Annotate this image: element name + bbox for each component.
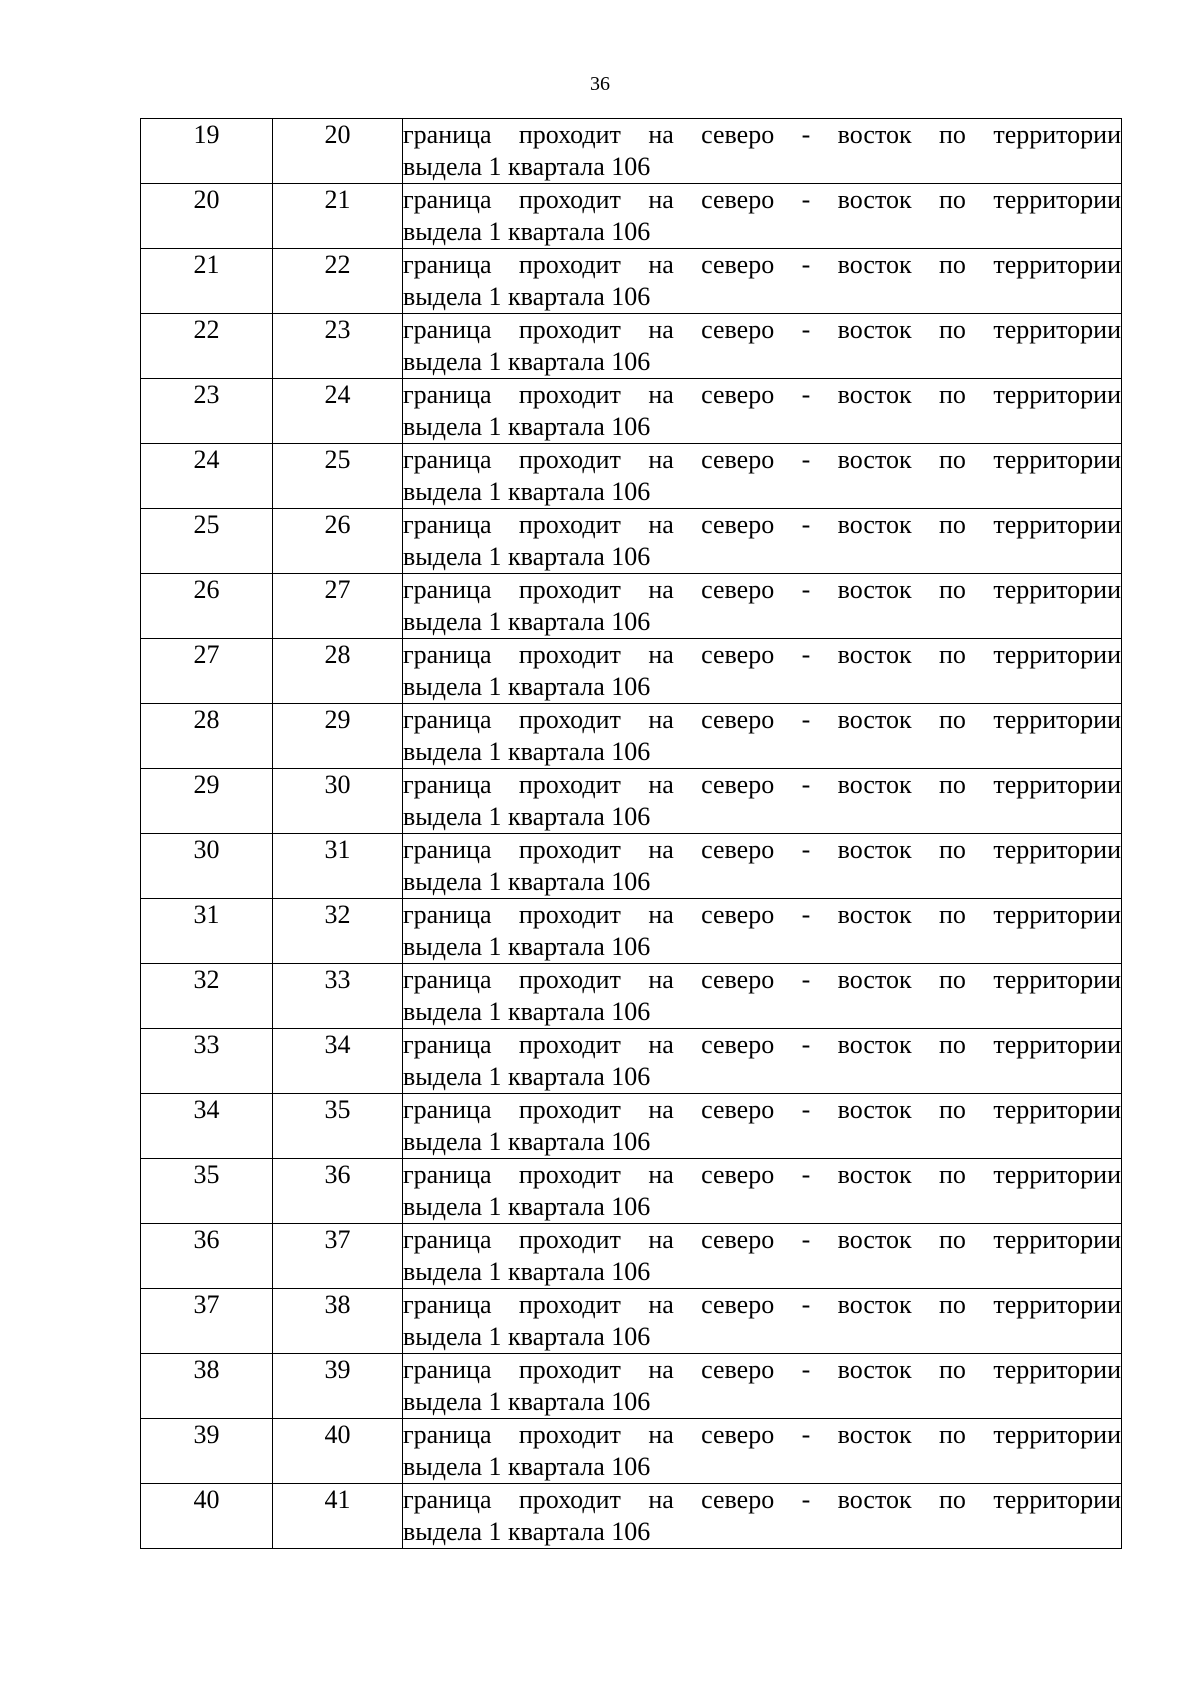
point-to-cell: 21 — [273, 184, 403, 249]
table-row — [141, 1094, 1122, 1159]
point-from-cell: 28 — [141, 704, 273, 769]
table-row — [141, 1224, 1122, 1289]
point-to-cell: 29 — [273, 704, 403, 769]
point-from-cell: 33 — [141, 1029, 273, 1094]
description-line-2: выдела 1 квартала 106 — [403, 867, 651, 896]
boundary-description-cell — [403, 964, 1122, 1029]
description-line-2: выдела 1 квартала 106 — [403, 1387, 651, 1416]
boundary-description-cell — [403, 314, 1122, 379]
table-row — [141, 509, 1122, 574]
description-line-1: граница проходит на северо - восток по территории — [403, 1485, 1121, 1514]
point-to-cell: 31 — [273, 834, 403, 899]
description-line-1: граница проходит на северо - восток по территории — [403, 835, 1121, 864]
point-to-cell: 30 — [273, 769, 403, 834]
point-from-cell: 22 — [141, 314, 273, 379]
description-line-1: граница проходит на северо - восток по территории — [403, 900, 1121, 929]
point-from-cell: 38 — [141, 1354, 273, 1419]
boundary-table — [140, 118, 1122, 1549]
description-line-2: выдела 1 квартала 106 — [403, 412, 651, 441]
description-line-2: выдела 1 квартала 106 — [403, 607, 651, 636]
boundary-description-cell — [403, 509, 1122, 574]
boundary-description-cell — [403, 249, 1122, 314]
boundary-description-cell — [403, 834, 1122, 899]
description-line-1: граница проходит на северо - восток по территории — [403, 1355, 1121, 1384]
point-from-cell: 32 — [141, 964, 273, 1029]
table-row — [141, 639, 1122, 704]
description-line-2: выдела 1 квартала 106 — [403, 347, 651, 376]
point-to-cell: 38 — [273, 1289, 403, 1354]
point-from-cell: 21 — [141, 249, 273, 314]
description-line-2: выдела 1 квартала 106 — [403, 1192, 651, 1221]
boundary-description-cell — [403, 1094, 1122, 1159]
point-from-cell: 25 — [141, 509, 273, 574]
description-line-1: граница проходит на северо - восток по территории — [403, 1095, 1121, 1124]
boundary-description-cell — [403, 1289, 1122, 1354]
point-from-cell: 36 — [141, 1224, 273, 1289]
point-to-cell: 41 — [273, 1484, 403, 1549]
description-line-2: выдела 1 квартала 106 — [403, 282, 651, 311]
table-row — [141, 1159, 1122, 1224]
point-from-cell: 19 — [141, 119, 273, 184]
point-to-cell: 24 — [273, 379, 403, 444]
table-row — [141, 379, 1122, 444]
table-row — [141, 964, 1122, 1029]
description-line-2: выдела 1 квартала 106 — [403, 152, 651, 181]
table-row — [141, 1354, 1122, 1419]
table-row — [141, 769, 1122, 834]
boundary-description-cell — [403, 899, 1122, 964]
boundary-description-cell — [403, 704, 1122, 769]
point-from-cell: 39 — [141, 1419, 273, 1484]
description-line-2: выдела 1 квартала 106 — [403, 217, 651, 246]
description-line-2: выдела 1 квартала 106 — [403, 997, 651, 1026]
point-to-cell: 23 — [273, 314, 403, 379]
boundary-description-cell — [403, 1484, 1122, 1549]
table-row — [141, 1419, 1122, 1484]
point-from-cell: 40 — [141, 1484, 273, 1549]
boundary-description-cell — [403, 769, 1122, 834]
boundary-description-cell — [403, 379, 1122, 444]
point-from-cell: 34 — [141, 1094, 273, 1159]
description-line-1: граница проходит на северо - восток по территории — [403, 1030, 1121, 1059]
description-line-1: граница проходит на северо - восток по территории — [403, 705, 1121, 734]
boundary-description-cell — [403, 1159, 1122, 1224]
boundary-description-cell — [403, 1029, 1122, 1094]
point-from-cell: 27 — [141, 639, 273, 704]
description-line-1: граница проходит на северо - восток по территории — [403, 1160, 1121, 1189]
point-from-cell: 35 — [141, 1159, 273, 1224]
table-row — [141, 1289, 1122, 1354]
description-line-1: граница проходит на северо - восток по территории — [403, 380, 1121, 409]
description-line-2: выдела 1 квартала 106 — [403, 1322, 651, 1351]
description-line-1: граница проходит на северо - восток по территории — [403, 510, 1121, 539]
description-line-2: выдела 1 квартала 106 — [403, 477, 651, 506]
point-to-cell: 25 — [273, 444, 403, 509]
table-row — [141, 249, 1122, 314]
description-line-2: выдела 1 квартала 106 — [403, 542, 651, 571]
boundary-description-cell — [403, 119, 1122, 184]
point-to-cell: 20 — [273, 119, 403, 184]
table-row — [141, 704, 1122, 769]
description-line-1: граница проходит на северо - восток по территории — [403, 185, 1121, 214]
description-line-1: граница проходит на северо - восток по территории — [403, 120, 1121, 149]
point-to-cell: 36 — [273, 1159, 403, 1224]
table-body — [141, 119, 1122, 1549]
page-number: 36 — [590, 73, 610, 95]
description-line-2: выдела 1 квартала 106 — [403, 1517, 651, 1546]
boundary-description-cell — [403, 1354, 1122, 1419]
point-from-cell: 26 — [141, 574, 273, 639]
point-to-cell: 28 — [273, 639, 403, 704]
description-line-1: граница проходит на северо - восток по территории — [403, 1290, 1121, 1319]
boundary-description-cell — [403, 1224, 1122, 1289]
point-from-cell: 24 — [141, 444, 273, 509]
table-row — [141, 444, 1122, 509]
point-to-cell: 27 — [273, 574, 403, 639]
table-row — [141, 314, 1122, 379]
point-to-cell: 35 — [273, 1094, 403, 1159]
description-line-1: граница проходит на северо - восток по территории — [403, 1225, 1121, 1254]
description-line-2: выдела 1 квартала 106 — [403, 802, 651, 831]
boundary-description-cell — [403, 1419, 1122, 1484]
table-row — [141, 574, 1122, 639]
point-from-cell: 29 — [141, 769, 273, 834]
description-line-1: граница проходит на северо - восток по территории — [403, 250, 1121, 279]
description-line-1: граница проходит на северо - восток по территории — [403, 770, 1121, 799]
description-line-2: выдела 1 квартала 106 — [403, 672, 651, 701]
point-to-cell: 34 — [273, 1029, 403, 1094]
description-line-1: граница проходит на северо - восток по территории — [403, 640, 1121, 669]
description-line-2: выдела 1 квартала 106 — [403, 1062, 651, 1091]
point-to-cell: 39 — [273, 1354, 403, 1419]
description-line-1: граница проходит на северо - восток по территории — [403, 965, 1121, 994]
point-to-cell: 37 — [273, 1224, 403, 1289]
table-row — [141, 899, 1122, 964]
point-from-cell: 30 — [141, 834, 273, 899]
point-to-cell: 40 — [273, 1419, 403, 1484]
point-from-cell: 23 — [141, 379, 273, 444]
description-line-2: выдела 1 квартала 106 — [403, 1127, 651, 1156]
description-line-2: выдела 1 квартала 106 — [403, 737, 651, 766]
description-line-1: граница проходит на северо - восток по территории — [403, 315, 1121, 344]
description-line-1: граница проходит на северо - восток по территории — [403, 575, 1121, 604]
boundary-description-cell — [403, 574, 1122, 639]
table-row — [141, 1484, 1122, 1549]
description-line-2: выдела 1 квартала 106 — [403, 932, 651, 961]
description-line-2: выдела 1 квартала 106 — [403, 1452, 651, 1481]
point-to-cell: 32 — [273, 899, 403, 964]
point-to-cell: 22 — [273, 249, 403, 314]
point-to-cell: 26 — [273, 509, 403, 574]
table-row — [141, 184, 1122, 249]
table-row — [141, 1029, 1122, 1094]
point-to-cell: 33 — [273, 964, 403, 1029]
point-from-cell: 37 — [141, 1289, 273, 1354]
point-from-cell: 20 — [141, 184, 273, 249]
boundary-description-cell — [403, 184, 1122, 249]
description-line-1: граница проходит на северо - восток по территории — [403, 1420, 1121, 1449]
table-row — [141, 834, 1122, 899]
description-line-1: граница проходит на северо - восток по территории — [403, 445, 1121, 474]
table-row — [141, 119, 1122, 184]
description-line-2: выдела 1 квартала 106 — [403, 1257, 651, 1286]
boundary-description-cell — [403, 444, 1122, 509]
boundary-description-cell — [403, 639, 1122, 704]
point-from-cell: 31 — [141, 899, 273, 964]
